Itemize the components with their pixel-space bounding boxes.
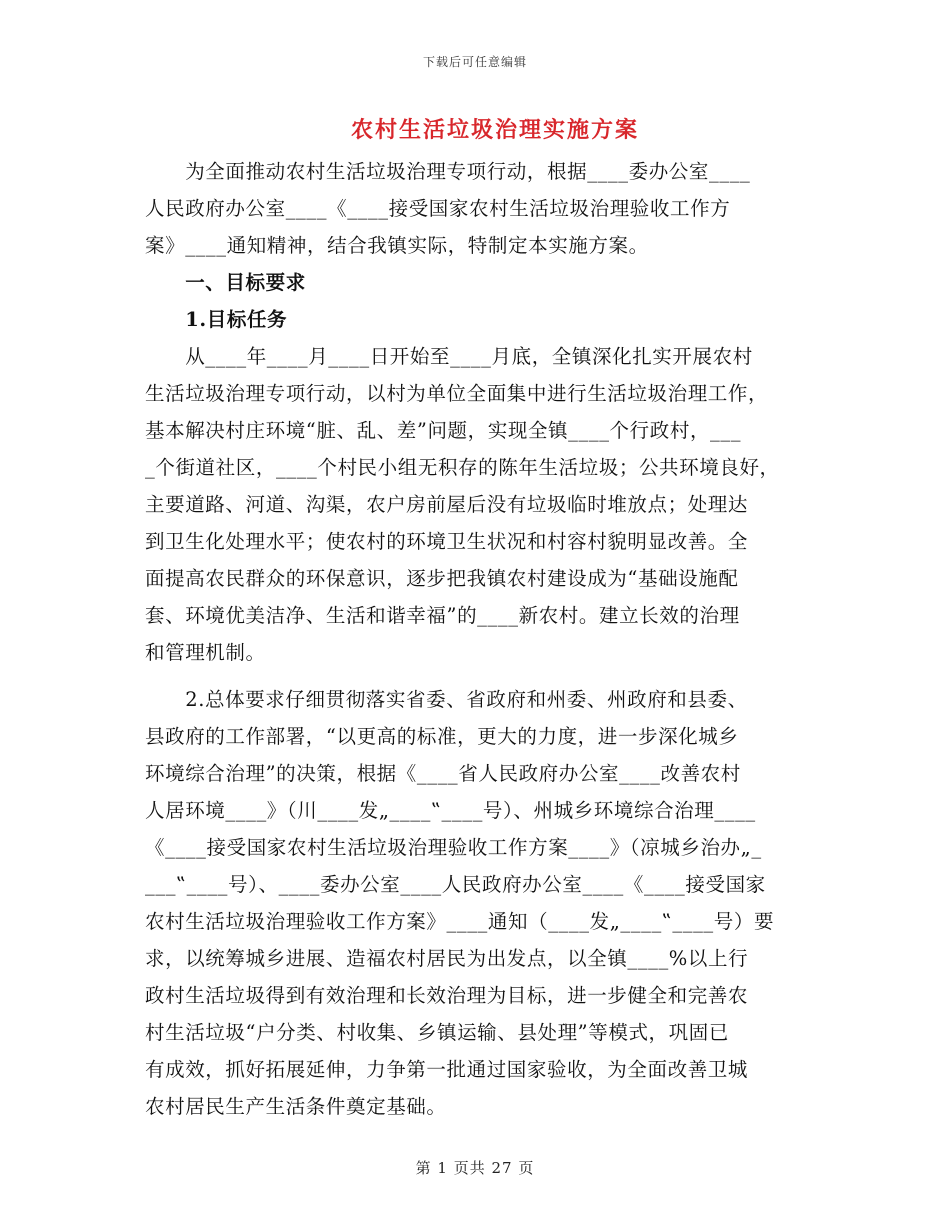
body-line: 为全面推动农村生活垃圾治理专项行动，根据____委办公室____ <box>145 160 751 183</box>
body-line: 政村生活垃圾得到有效治理和长效治理为目标，进一步健全和完善农 <box>145 984 749 1007</box>
body-line: 套、环境优美洁净、生活和谐幸福”的____新农村。建立长效的治理 <box>145 604 740 627</box>
body-line: 到卫生化处理水平；使农村的环境卫生状况和村容村貌明显改善。全 <box>145 530 749 553</box>
body-line: 案》____通知精神，结合我镇实际，特制定本实施方案。 <box>145 234 649 257</box>
body-line: _个街道社区，____个村民小组无积存的陈年生活垃圾；公共环境良好， <box>145 456 780 479</box>
body-line: ___‟____号）、____委办公室____人民政府办公室____《____接受国家 <box>145 873 766 896</box>
document-title: 农村生活垃圾治理实施方案 <box>350 117 639 143</box>
body-line: 农村居民生产生活条件奠定基础。 <box>145 1095 447 1118</box>
body-line: 有成效，抓好拓展延伸，力争第一批通过国家验收，为全面改善卫城 <box>145 1058 749 1081</box>
body-line: 和管理机制。 <box>145 641 266 664</box>
section-heading: 一、目标要求 <box>145 271 306 294</box>
header-note: 下载后可任意编辑 <box>422 55 527 69</box>
document-body <box>145 153 813 1125</box>
body-line: 面提高农民群众的环保意识，逐步把我镇农村建设成为“基础设施配 <box>145 567 739 590</box>
body-line: 主要道路、河道、沟渠，农户房前屋后没有垃圾临时堆放点；处理达 <box>145 493 749 516</box>
body-line: 求，以统筹城乡进展、造福农村居民为出发点，以全镇____%以上行 <box>145 947 749 970</box>
body-line: 2.总体要求仔细贯彻落实省委、省政府和州委、州政府和县委、 <box>145 688 748 711</box>
body-line: 人居环境____》（川____发„____‟____号）、州城乡环境综合治理____ <box>145 799 756 822</box>
page-number-footer: 第 1 页共 27 页 <box>415 1159 535 1177</box>
body-line: 县政府的工作部署，“以更高的标准，更大的力度，进一步深化城乡 <box>145 725 739 748</box>
body-line: 农村生活垃圾治理验收工作方案》____通知（____发„____‟____号）要 <box>145 910 775 933</box>
body-line: 人民政府办公室____《____接受国家农村生活垃圾治理验收工作方 <box>145 197 731 220</box>
body-line: 环境综合治理”的决策，根据《____省人民政府办公室____改善农村 <box>145 762 741 785</box>
body-line: 从____年____月____日开始至____月底，全镇深化扎实开展农村 <box>145 345 753 368</box>
body-line: 村生活垃圾“户分类、村收集、乡镇运输、县处理”等模式，巩固已 <box>145 1021 729 1044</box>
body-line: 生活垃圾治理专项行动，以村为单位全面集中进行生活垃圾治理工作， <box>145 382 769 405</box>
section-heading: 1.目标任务 <box>145 308 288 331</box>
body-line: 《____接受国家农村生活垃圾治理验收工作方案____》（凉城乡治办„_ <box>145 836 762 859</box>
body-line: 基本解决村庄环境“脏、乱、差”问题，实现全镇____个行政村，___ <box>145 419 742 442</box>
